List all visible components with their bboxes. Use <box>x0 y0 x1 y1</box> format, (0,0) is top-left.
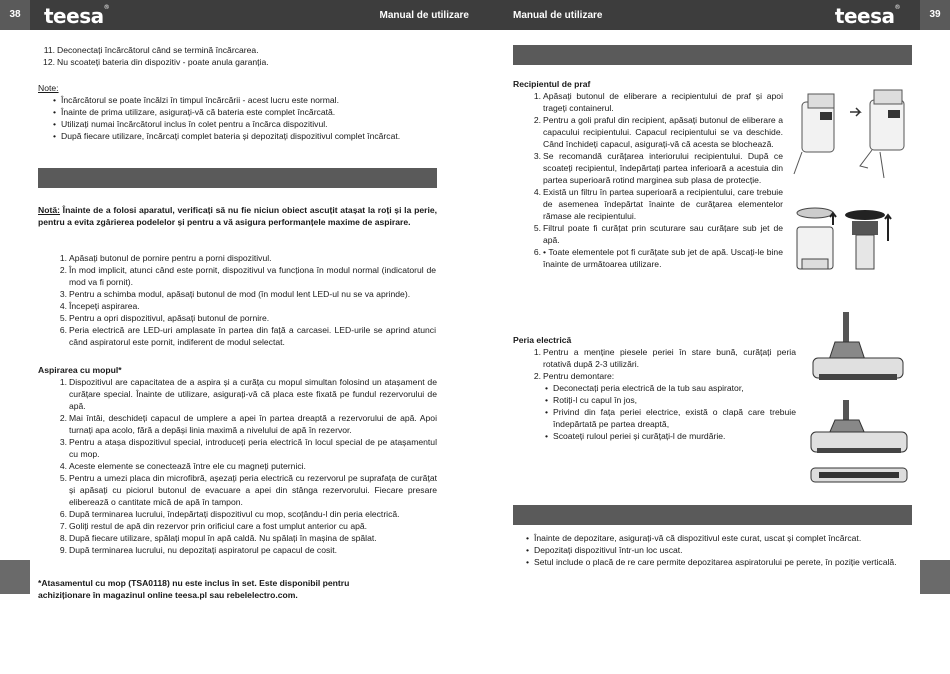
list-text: Există un filtru în partea superioară a recipientului, care trebuie de asemenea îndepărtat înainte de curățarea elementelor rămase ale recipientului. <box>543 187 783 221</box>
list-number: 2. <box>533 115 541 125</box>
storage-item <box>526 544 912 556</box>
usage-item <box>59 300 436 312</box>
list-number: 3. <box>59 289 67 299</box>
bullet-icon: • <box>53 131 57 141</box>
list-number: 4. <box>59 461 67 471</box>
list-text: Nu scoateți bateria din dispozitiv - poate anula garanția. <box>57 57 269 67</box>
bullet-icon: • <box>53 107 57 117</box>
bullet-icon: • <box>526 545 530 555</box>
list-text: Privind din fața periei electrice, există o clapă care trebuie îndepărtată pe partea dreaptă, <box>553 407 796 429</box>
list-number: 4. <box>533 187 541 197</box>
list-text: Deconectați peria electrică de la tub sau aspirator, <box>553 383 744 393</box>
list-number: 1. <box>533 91 541 101</box>
list-text: Utilizați numai încărcătorul inclus în colet pentru a încărca dispozitivul. <box>61 119 328 129</box>
list-text: Dispozitivul are capacitatea de a aspira și a curăța cu mopul simultan folosind un atașament de curățare special. Înainte de utilizare, asigurați-vă că placa este fixată pe fundul rezervorului de apă. <box>69 377 437 411</box>
dust-item <box>533 222 783 246</box>
electric-brush-illustration <box>805 312 917 492</box>
list-number: 2. <box>59 265 67 275</box>
brush-step-item <box>545 382 796 394</box>
list-text: După terminarea lucrului, îndepărtați dispozitivul cu mop, scoțându-l din peria electrică. <box>69 509 400 519</box>
section-bar <box>38 168 437 188</box>
bullet-icon: • <box>545 431 549 441</box>
list-text: Filtrul poate fi curățat prin scuturare sau curățare sub jet de apă. <box>543 223 783 245</box>
mop-item <box>59 460 437 472</box>
teesa-logo: teesa® <box>44 4 110 28</box>
list-text: Apăsați butonul de pornire pentru a porni dispozitivul. <box>69 253 272 263</box>
list-text: Goliți restul de apă din rezervor prin orificiul care a fost umplut anterior cu apă. <box>69 521 368 531</box>
side-tab <box>0 560 30 594</box>
list-number: 5. <box>59 473 67 483</box>
dust-title: Recipientul de praf <box>513 79 591 89</box>
brush-item <box>533 346 796 370</box>
brush-step-item <box>545 406 796 430</box>
list-number: 2. <box>533 371 541 381</box>
section-bar <box>513 505 912 525</box>
list-number: 9. <box>59 545 67 555</box>
usage-block <box>59 252 436 348</box>
list-text: Scoateți ruloul periei și curățați-l de murdărie. <box>553 431 726 441</box>
list-text: Se recomandă curățarea interiorului recipientului. După ce scoateți recipientul, îndepărtați partea inferioară a acestuia din partea superioară rotind marginea sub plasa de protecție. <box>543 151 783 185</box>
mop-title: Aspirarea cu mopul* <box>38 365 122 375</box>
mop-item <box>59 412 437 436</box>
list-text: Peria electrică are LED-uri amplasate în partea din față a carcasei. LED-urile se aprind atunci când aspiratorul este pornit, indiferent de modul selectat. <box>69 325 436 347</box>
list-number: 6. <box>59 325 67 335</box>
usage-item <box>59 264 436 288</box>
list-text: Încărcătorul se poate încălzi în timpul încărcării - acest lucru este normal. <box>61 95 339 105</box>
side-tab <box>920 560 950 594</box>
mop-item <box>59 544 437 556</box>
list-text: După fiecare utilizare, spălați mopul în apă caldă. Nu spălați în mașina de spălat. <box>69 533 377 543</box>
page-number: 39 <box>920 0 950 30</box>
right-page <box>475 0 950 674</box>
teesa-logo: teesa® <box>834 4 900 28</box>
list-text: Începeți aspirarea. <box>69 301 140 311</box>
list-number: 5. <box>59 313 67 323</box>
bullet-icon: • <box>545 407 549 417</box>
list-text: Apăsați butonul de eliberare a recipientului de praf și apoi trageți containerul. <box>543 91 783 113</box>
top-list-block <box>43 44 437 68</box>
brush-block <box>513 334 796 442</box>
list-number: 6. <box>533 247 541 257</box>
brush-title: Peria electrică <box>513 335 572 345</box>
list-text: • Toate elementele pot fi curățate sub jet de apă. Uscați-le bine înainte de următoarea utilizare. <box>543 247 783 269</box>
top-list-item <box>43 44 437 56</box>
page-number: 38 <box>0 0 30 30</box>
list-number: 6. <box>59 509 67 519</box>
note-item <box>53 94 438 106</box>
brush-list <box>533 346 796 382</box>
list-text: Mai întâi, deschideți capacul de umplere a apei în partea dreaptă a rezervorului de apă. Apoi turnați apa acolo, fără a depăși linia maximă a nivelului de apă în rezervor. <box>69 413 437 435</box>
list-text: Pentru a opri dispozitivul, apăsați butonul de pornire. <box>69 313 270 323</box>
list-text: După terminarea lucrului, nu depozitați aspiratorul pe capacul de cosit. <box>69 545 337 555</box>
list-text: Pentru a menține piesele periei în stare bună, curățați peria rotativă după 2-3 utilizări. <box>543 347 796 369</box>
storage-block <box>526 532 912 568</box>
brush-step-item <box>545 394 796 406</box>
usage-item <box>59 324 436 348</box>
mop-item <box>59 376 437 412</box>
list-text: Înainte de prima utilizare, asigurați-vă că bateria este complet încărcată. <box>61 107 336 117</box>
bullet-icon: • <box>526 533 530 543</box>
note-item <box>53 130 438 142</box>
mop-item <box>59 532 437 544</box>
dust-item <box>533 114 783 150</box>
list-number: 3. <box>533 151 541 161</box>
mop-item <box>59 472 437 508</box>
list-text: Pentru a atașa dispozitivul special, introduceți peria electrică în locul special de pe atașamentul cu mop. <box>69 437 437 459</box>
list-text: Pentru demontare: <box>543 371 615 381</box>
list-text: Pentru a umezi placa din microfibră, așezați peria electrică cu rezervorul pe suprafața de curățat și apăsați cu piciorul butonul de evacuare a apei din stânga rezervorului. Fiecare presare eliberează o cantitate mică de apă în tampon. <box>69 473 437 507</box>
list-text: În mod implicit, atunci când este pornit, dispozitivul va funcționa în modul normal (indicatorul de mod va fi pornit). <box>69 265 436 287</box>
dust-item <box>533 150 783 186</box>
list-text: Setul include o placă de re care permite depozitarea aspiratorului pe perete, în poziție verticală. <box>534 557 897 567</box>
dust-block <box>513 78 783 270</box>
usage-list <box>59 252 436 348</box>
list-number: 7. <box>59 521 67 531</box>
usage-item <box>59 252 436 264</box>
usage-item <box>59 288 436 300</box>
dust-container-filter-illustration <box>790 205 915 277</box>
notes-block <box>38 82 438 142</box>
dust-container-open-illustration <box>790 82 915 184</box>
dust-item <box>533 246 783 270</box>
notes-list <box>53 94 438 142</box>
bullet-icon: • <box>545 383 549 393</box>
bullet-icon: • <box>526 557 530 567</box>
bullet-icon: • <box>545 395 549 405</box>
list-text: Deconectați încărcătorul când se termină încărcarea. <box>57 45 259 55</box>
usage-item <box>59 312 436 324</box>
header-title: Manual de utilizare <box>513 10 603 21</box>
mop-item <box>59 508 437 520</box>
list-number: 1. <box>59 253 67 263</box>
dust-item <box>533 90 783 114</box>
list-text: Pentru a schimba modul, apăsați butonul de mod (în modul lent LED-ul nu se va aprinde). <box>69 289 411 299</box>
note-item <box>53 118 438 130</box>
mop-item <box>59 520 437 532</box>
header-title: Manual de utilizare <box>379 10 469 21</box>
footnote: *Atasamentul cu mop (TSA0118) nu este inclus în set. Este disponibil pentru achiziționare în magazinul online teesa.pl sau rebelelectro.com. <box>38 578 350 600</box>
dust-list <box>533 90 783 270</box>
list-number: 2. <box>59 413 67 423</box>
list-number: 1. <box>59 377 67 387</box>
storage-list <box>526 532 912 568</box>
note-title: Note: <box>38 83 59 93</box>
list-number: 3. <box>59 437 67 447</box>
list-text: După fiecare utilizare, încărcați complet bateria și depozitați dispozitivul complet încărcat. <box>61 131 401 141</box>
bullet-icon: • <box>53 95 57 105</box>
list-text: Aceste elemente se conectează între ele cu magneți puternici. <box>69 461 306 471</box>
mop-item <box>59 436 437 460</box>
brush-item <box>533 370 796 382</box>
dust-item <box>533 186 783 222</box>
mop-list <box>59 376 437 556</box>
list-number: 12. <box>43 57 55 67</box>
note-item <box>53 106 438 118</box>
mop-block <box>38 364 437 556</box>
section-bar <box>513 45 912 65</box>
brush-step-item <box>545 430 796 442</box>
list-number: 8. <box>59 533 67 543</box>
list-text: Înainte de depozitare, asigurați-vă că dispozitivul este curat, uscat și complet încărcat. <box>534 533 862 543</box>
top-list <box>43 44 437 68</box>
list-number: 5. <box>533 223 541 233</box>
list-number: 11. <box>43 45 55 55</box>
list-text: Rotiți-l cu capul în jos, <box>553 395 638 405</box>
storage-item <box>526 556 912 568</box>
brush-steps-list <box>545 382 796 442</box>
list-number: 1. <box>533 347 541 357</box>
bullet-icon: • <box>53 119 57 129</box>
list-text: Pentru a goli praful din recipient, apăsați butonul de eliberare a capacului recipientului. Capacul recipientului se va deschide. Când închideți capacul, asigurați-vă că acesta se blochează. <box>543 115 783 149</box>
list-text: Depozitați dispozitivul într-un loc uscat. <box>534 545 683 555</box>
top-list-item <box>43 56 437 68</box>
storage-item <box>526 532 912 544</box>
warning-note: Notă: Înainte de a folosi aparatul, verificați să nu fie niciun obiect ascuțit atașat la roți și la perie, pentru a evita zgârierea podelelor și pentru a vă asigura performanțele maxime de aspirare. <box>38 205 437 227</box>
list-number: 4. <box>59 301 67 311</box>
